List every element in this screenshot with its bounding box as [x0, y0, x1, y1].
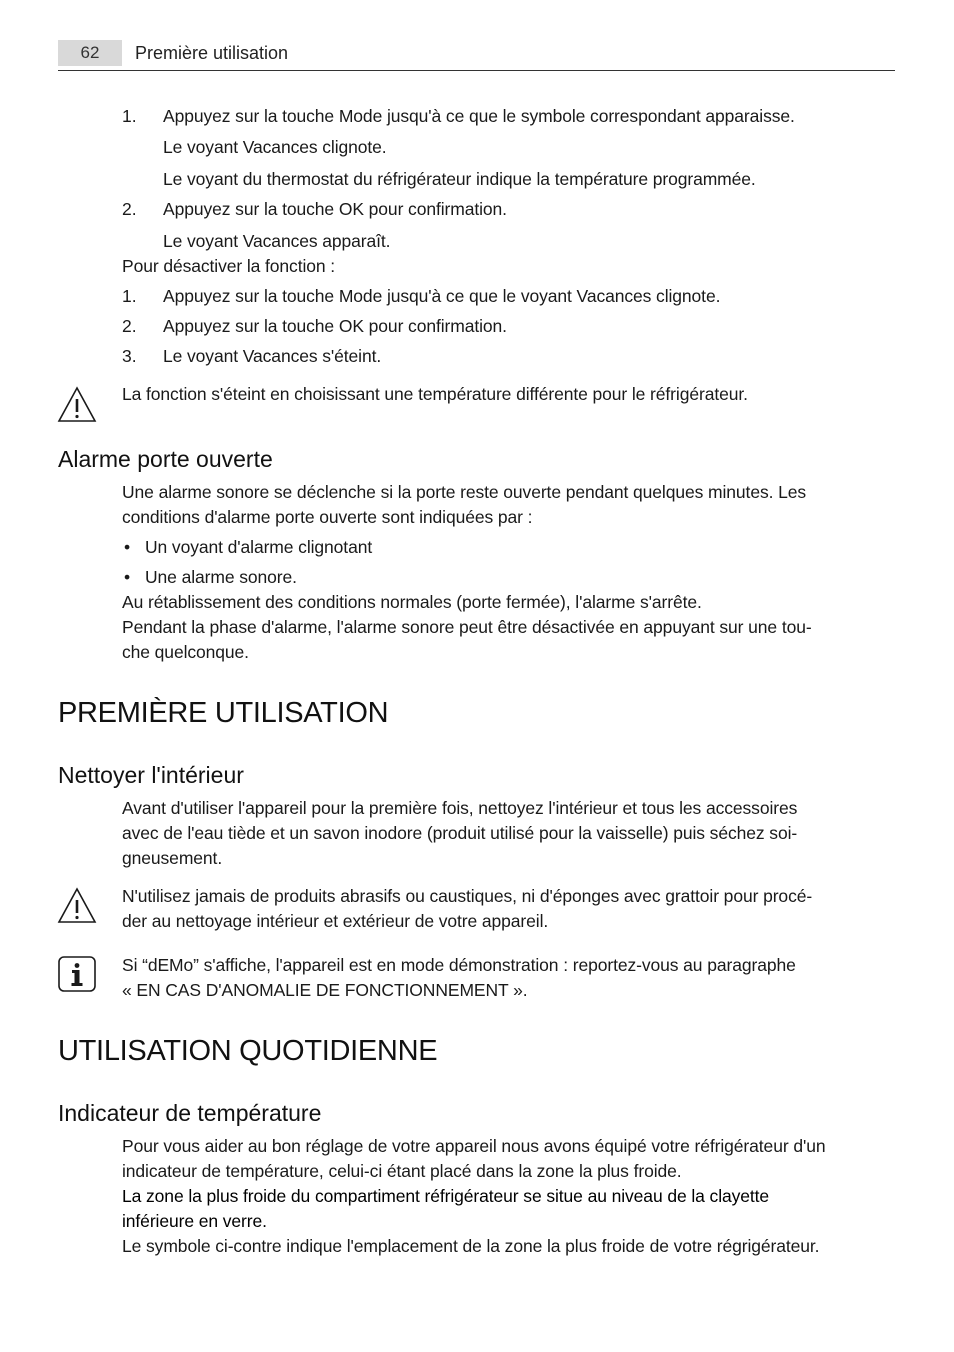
section-heading: Nettoyer l'intérieur — [58, 762, 244, 788]
step-result: Le voyant Vacances clignote. — [163, 137, 387, 157]
info-text: « EN CAS D'ANOMALIE DE FONCTIONNEMENT ». — [122, 980, 528, 1000]
step-number: 3. — [122, 346, 137, 366]
list-item: Une alarme sonore. — [145, 567, 297, 587]
step-result: Le voyant du thermostat du réfrigérateur indique la température programmée. — [163, 169, 756, 189]
info-text: Si “dEMo” s'affiche, l'appareil est en mode démonstration : reportez-vous au paragraphe — [122, 955, 796, 975]
info-icon — [57, 955, 97, 995]
step-number: 2. — [122, 199, 137, 219]
section-heading: Alarme porte ouverte — [58, 446, 273, 472]
deactivate-intro: Pour désactiver la fonction : — [122, 256, 336, 276]
warning-text: der au nettoyage intérieur et extérieur de votre appareil. — [122, 911, 549, 931]
paragraph: che quelconque. — [122, 642, 249, 662]
step-text: Appuyez sur la touche OK pour confirmation. — [163, 316, 507, 336]
paragraph: Pendant la phase d'alarme, l'alarme sonore peut être désactivée en appuyant sur une tou- — [122, 617, 812, 637]
chapter-title: PREMIÈRE UTILISATION — [58, 697, 389, 729]
bullet-icon: • — [124, 567, 131, 587]
bullet-icon: • — [124, 537, 131, 557]
warning-text: La fonction s'éteint en choisissant une température différente pour le réfrigérateur. — [122, 384, 748, 404]
page-number: 62 — [58, 40, 122, 66]
warning-icon — [57, 886, 97, 926]
warning-text: N'utilisez jamais de produits abrasifs ou caustiques, ni d'éponges avec grattoir pour procé- — [122, 886, 813, 906]
paragraph: gneusement. — [122, 848, 223, 868]
paragraph: Le symbole ci-contre indique l'emplacement de la zone la plus froide de votre régrigérateur. — [122, 1236, 820, 1256]
step-result: Le voyant Vacances apparaît. — [163, 231, 391, 251]
section-heading: Indicateur de température — [58, 1100, 322, 1126]
emphasis-paragraph: La zone la plus froide du compartiment réfrigérateur se situe au niveau de la clayette — [122, 1186, 770, 1206]
step-number: 1. — [122, 106, 137, 126]
warning-icon — [57, 385, 97, 425]
running-header: Première utilisation — [135, 43, 289, 63]
step-number: 2. — [122, 316, 137, 336]
paragraph: Au rétablissement des conditions normales (porte fermée), l'alarme s'arrête. — [122, 592, 702, 612]
paragraph: Avant d'utiliser l'appareil pour la première fois, nettoyez l'intérieur et tous les accessoires — [122, 798, 798, 818]
chapter-title: UTILISATION QUOTIDIENNE — [58, 1035, 438, 1067]
paragraph: avec de l'eau tiède et un savon inodore (produit utilisé pour la vaisselle) puis séchez soi- — [122, 823, 798, 843]
step-text: Le voyant Vacances s'éteint. — [163, 346, 382, 366]
header-rule — [58, 70, 895, 71]
paragraph: indicateur de température, celui-ci étant placé dans la zone la plus froide. — [122, 1161, 682, 1181]
list-item: Un voyant d'alarme clignotant — [145, 537, 373, 557]
step-text: Appuyez sur la touche Mode jusqu'à ce que le voyant Vacances clignote. — [163, 286, 721, 306]
emphasis-paragraph: inférieure en verre. — [122, 1211, 267, 1231]
step-text: Appuyez sur la touche OK pour confirmation. — [163, 199, 507, 219]
step-number: 1. — [122, 286, 137, 306]
paragraph: Pour vous aider au bon réglage de votre appareil nous avons équipé votre réfrigérateur d'un — [122, 1136, 826, 1156]
paragraph: conditions d'alarme porte ouverte sont indiquées par : — [122, 507, 533, 527]
paragraph: Une alarme sonore se déclenche si la porte reste ouverte pendant quelques minutes. Les — [122, 482, 807, 502]
step-text: Appuyez sur la touche Mode jusqu'à ce que le symbole correspondant apparaisse. — [163, 106, 795, 126]
